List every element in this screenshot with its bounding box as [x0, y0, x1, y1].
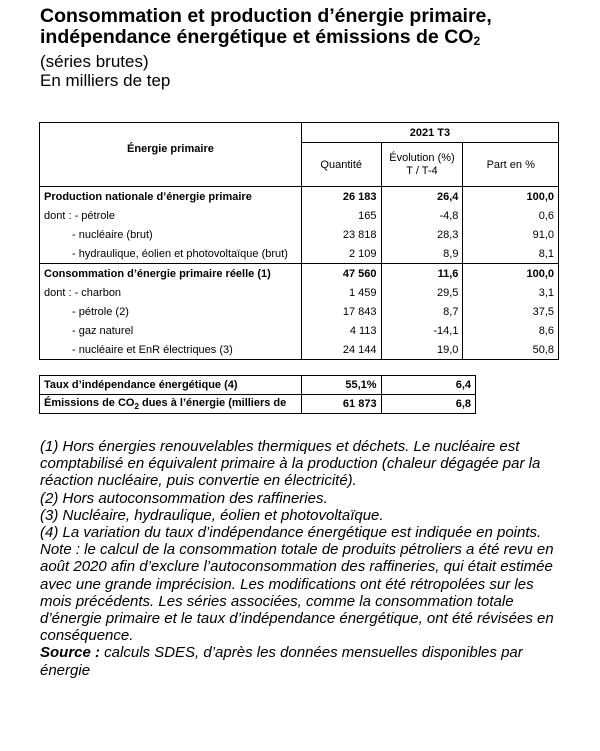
cell-quantite: 23 818 [301, 225, 381, 244]
cell-evolution: 6,4 [381, 376, 475, 395]
cell-part: 91,0 [463, 225, 559, 244]
row-label: - nucléaire et EnR électriques (3) [40, 340, 302, 360]
cell-quantite: 17 843 [301, 302, 381, 321]
note: Note : le calcul de la consommation totale de produits pétroliers a été revu en août 2020 afin d’exclure l’autoconsommation des raffineries, qui était estimée avec une grande imprécision. Les modifications ont été rétropolées sur les mois précédents. Les séries associées, comme la consommation totale d’énergie primaire et le taux d’indépendance énergétique, ont été révisées en conséquence. [40, 541, 554, 645]
cell-part: 50,8 [463, 340, 559, 360]
cell-evolution: 19,0 [381, 340, 463, 360]
cell-part: 37,5 [463, 302, 559, 321]
table-row [40, 340, 559, 360]
footnote-3: (3) Nucléaire, hydraulique, éolien et photovoltaïque. [40, 506, 384, 524]
cell-part: 0,6 [463, 206, 559, 225]
footnotes [40, 438, 562, 679]
cell-evolution: 6,8 [381, 395, 475, 414]
table-row [40, 321, 559, 340]
row-label: Taux d’indépendance énergétique (4) [40, 376, 302, 395]
row-label: - nucléaire (brut) [40, 225, 302, 244]
period-header: 2021 T3 [301, 123, 558, 143]
cell-part: 100,0 [463, 187, 559, 207]
cell-quantite: 24 144 [301, 340, 381, 360]
col-header-quantite: Quantité [301, 143, 381, 187]
table-row [40, 206, 559, 225]
table-row [40, 283, 559, 302]
energy-table [39, 122, 559, 360]
table-row [40, 376, 476, 395]
cell-quantite: 4 113 [301, 321, 381, 340]
cell-quantite: 1 459 [301, 283, 381, 302]
cell-quantite: 55,1% [301, 376, 381, 395]
table-row [40, 187, 559, 207]
page-title: Consommation et production d’énergie primaire, indépendance énergétique et émissions de $CO_2$ [40, 5, 492, 48]
cell-quantite: 2 109 [301, 244, 381, 264]
cell-evolution: 8,7 [381, 302, 463, 321]
row-label: Consommation d’énergie primaire réelle (1) [40, 264, 302, 284]
row-label: dont : - charbon [40, 283, 302, 302]
cell-evolution: 26,4 [381, 187, 463, 207]
cell-part: 100,0 [463, 264, 559, 284]
cell-part: 8,1 [463, 244, 559, 264]
table-row [40, 395, 476, 414]
col-header-evolution: Évolution (%) T / T-4 [381, 143, 463, 187]
table-row [40, 264, 559, 284]
row-label: - gaz naturel [40, 321, 302, 340]
row-label: - pétrole (2) [40, 302, 302, 321]
source: Source : calculs SDES, d’après les données mensuelles disponibles par énergie [40, 644, 523, 679]
col-header-part: Part en % [463, 143, 559, 187]
cell-evolution: 8,9 [381, 244, 463, 264]
row-label: dont : - pétrole [40, 206, 302, 225]
cell-quantite: 26 183 [301, 187, 381, 207]
subtitle-series: (séries brutes) [40, 52, 149, 71]
col-header-energie: Énergie primaire [40, 123, 302, 187]
cell-part: 3,1 [463, 283, 559, 302]
cell-evolution: -4,8 [381, 206, 463, 225]
table-row [40, 302, 559, 321]
cell-evolution: 29,5 [381, 283, 463, 302]
cell-quantite: 165 [301, 206, 381, 225]
row-label: - hydraulique, éolien et photovoltaïque (brut) [40, 244, 302, 264]
row-label: Production nationale d’énergie primaire [40, 187, 302, 207]
subtitle-unit: En milliers de tep [40, 71, 171, 90]
cell-part: 8,6 [463, 321, 559, 340]
table-row [40, 225, 559, 244]
row-label: Émissions de $CO_2$ dues à l’énergie (milliers de [40, 395, 302, 414]
cell-quantite: 61 873 [301, 395, 381, 414]
cell-evolution: 28,3 [381, 225, 463, 244]
footnote-2: (2) Hors autoconsommation des raffineries. [40, 489, 328, 507]
cell-quantite: 47 560 [301, 264, 381, 284]
cell-evolution: -14,1 [381, 321, 463, 340]
cell-evolution: 11,6 [381, 264, 463, 284]
footnote-1: (1) Hors énergies renouvelables thermiques et déchets. Le nucléaire est comptabilisé en équivalent primaire à la production (chaleur dégagée par la réaction nucléaire, puis convertie en électricité). [40, 438, 541, 490]
table-row [40, 244, 559, 264]
indicators-table [39, 375, 476, 414]
header [40, 6, 570, 90]
footnote-4: (4) La variation du taux d’indépendance énergétique est indiquée en points. [40, 524, 542, 542]
